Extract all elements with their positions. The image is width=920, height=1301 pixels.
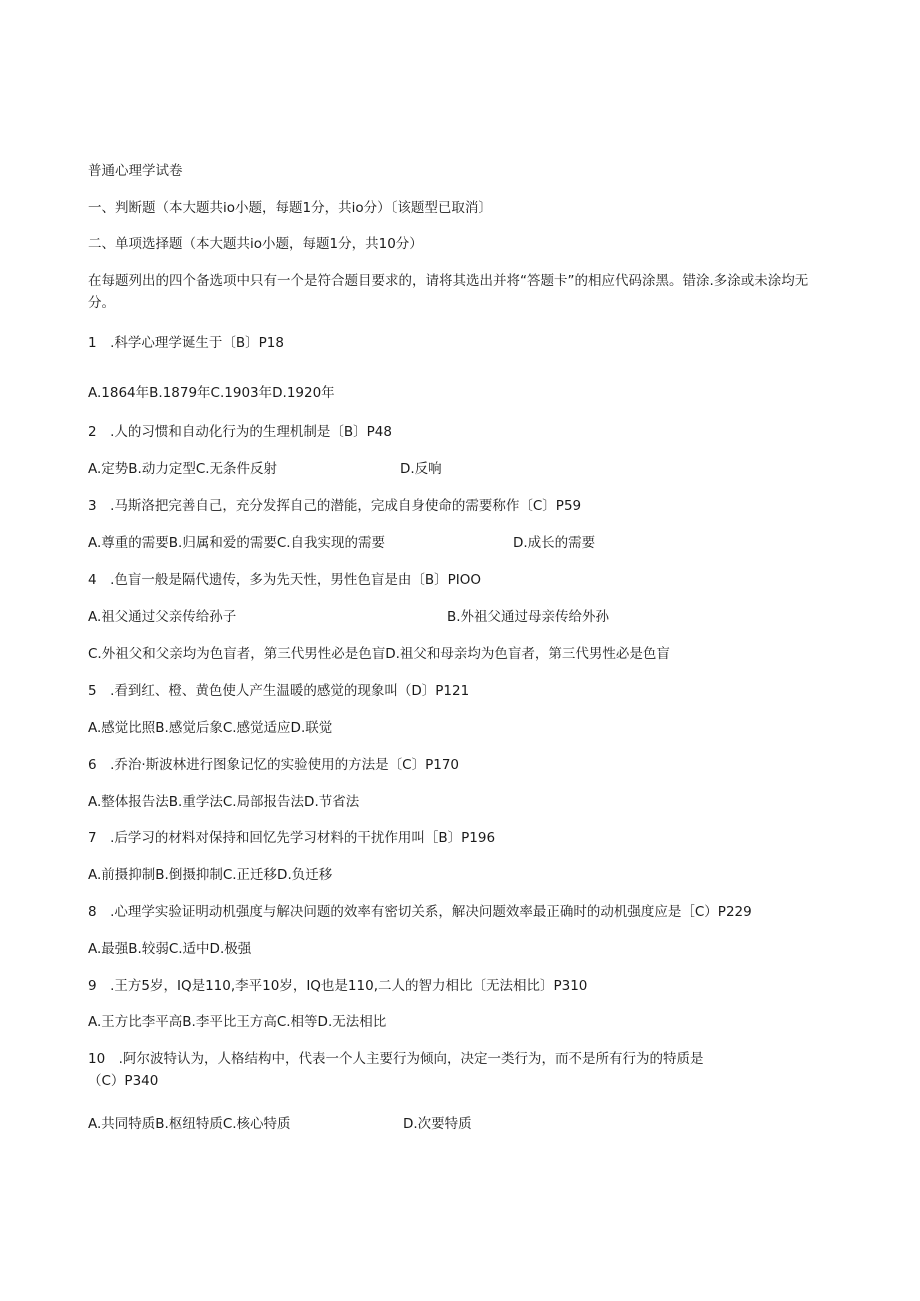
section-heading-true-false: 一、判断题（本大题共io小题，每题1分，共io分）〔该题型已取消〕: [88, 200, 492, 216]
question-1-options: A.1864年B.1879年C.1903年D.1920年: [88, 385, 335, 401]
instructions-paragraph: 在每题列出的四个备选项中只有一个是符合题目要求的，请将其选出并将“答题卡”的相应代码涂黑。错涂.多涂或未涂均无分。: [88, 273, 809, 311]
question-2-option-d: D.反响: [400, 461, 442, 477]
question-8-stem: 8 .心理学实验证明动机强度与解决问题的效率有密切关系，解决问题效率最正确时的动机强度应是［C）P229: [88, 904, 752, 920]
question-6-stem: 6 .乔治·斯波林进行图象记忆的实验使用的方法是〔C〕P170: [88, 757, 460, 773]
question-6-options: A.整体报告法B.重学法C.局部报告法D.节省法: [88, 794, 360, 810]
question-3-option-d: D.成长的需要: [513, 535, 596, 551]
question-10-options-abc: A.共同特质B.枢纽特质C.核心特质: [88, 1116, 291, 1132]
question-10-stem-continued: （C）P340: [88, 1073, 159, 1089]
question-7-stem: 7 .后学习的材料对保持和回忆先学习材料的干扰作用叫［B〕P196: [88, 830, 496, 846]
question-8-options: A.最强B.较弱C.适中D.极强: [88, 941, 252, 957]
section-heading-single-choice: 二、单项选择题（本大题共io小题，每题1分，共10分）: [88, 236, 423, 252]
question-3-stem: 3 .马斯洛把完善自己，充分发挥自己的潜能，完成自身使命的需要称作〔C〕P59: [88, 498, 582, 514]
question-1-stem: 1 .科学心理学诞生于〔B〕P18: [88, 335, 284, 351]
question-2-stem: 2 .人的习惯和自动化行为的生理机制是〔B〕P48: [88, 424, 392, 440]
question-4-options-cd: C.外祖父和父亲均为色盲者，第三代男性必是色盲D.祖父和母亲均为色盲者，第三代男性必是色盲: [88, 646, 670, 662]
question-10-option-d: D.次要特质: [403, 1116, 472, 1132]
question-2-options-abc: A.定势B.动力定型C.无条件反射: [88, 461, 278, 477]
question-9-options: A.王方比李平高B.李平比王方高C.相等D.无法相比: [88, 1014, 387, 1030]
question-4-stem: 4 .色盲一般是隔代遗传，多为先天性，男性色盲是由〔B〕PIOO: [88, 572, 482, 588]
question-4-option-b: B.外祖父通过母亲传给外孙: [447, 609, 610, 625]
question-5-stem: 5 .看到红、橙、黄色使人产生温暖的感觉的现象叫（D〕P121: [88, 683, 470, 699]
question-7-options: A.前摄抑制B.倒摄抑制C.正迁移D.负迁移: [88, 867, 333, 883]
question-5-options: A.感觉比照B.感觉后象C.感觉适应D.联觉: [88, 720, 333, 736]
document-title: 普通心理学试卷: [88, 163, 183, 179]
question-3-options-abc: A.尊重的需要B.归属和爱的需要C.自我实现的需要: [88, 535, 386, 551]
question-10-stem: 10 .阿尔波特认为，人格结构中，代表一个人主要行为倾向，决定一类行为，而不是所有行为的特质是: [88, 1051, 704, 1067]
question-4-option-a: A.祖父通过父亲传给孙子: [88, 609, 237, 625]
question-9-stem: 9 .王方5岁，IQ是110,李平10岁，IQ也是110,二人的智力相比〔无法相比〕P310: [88, 978, 588, 994]
